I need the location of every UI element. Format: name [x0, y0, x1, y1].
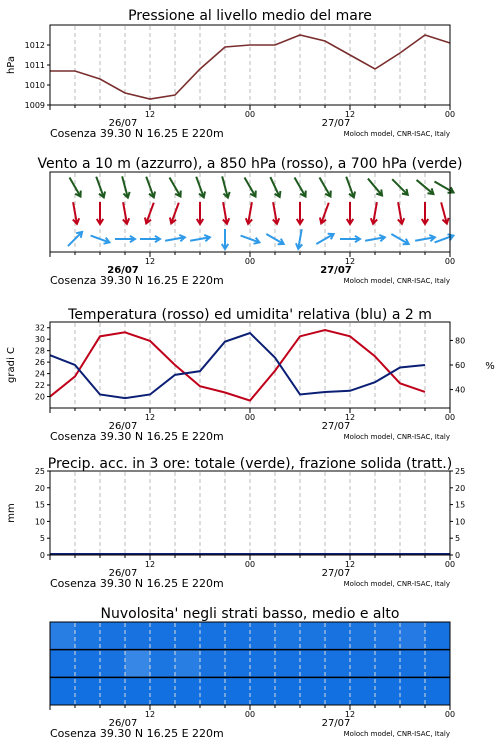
hour-label: 00 — [444, 710, 456, 719]
wind-arrow-10-m — [266, 234, 283, 244]
y-tick-label: 5 — [39, 534, 45, 544]
cloud-cell-medio — [400, 650, 426, 678]
hour-label: 12 — [144, 710, 156, 719]
cloud-cell-medio — [100, 650, 126, 678]
date-label: 26/07 — [108, 118, 138, 129]
location-label: Cosenza 39.30 N 16.25 E 220m — [50, 727, 224, 740]
chart-title: Pressione al livello medio del mare — [128, 8, 372, 24]
wind-arrow-850-hPa — [347, 202, 353, 224]
cloud-cell-basso — [325, 677, 351, 705]
cloud-cell-medio — [175, 650, 201, 678]
wind-arrow-10-m — [190, 235, 210, 241]
cloud-cell-basso — [300, 677, 326, 705]
y-axis-label: gradi C — [6, 347, 17, 383]
cloud-cell-alto — [275, 622, 301, 650]
wind-arrow-850-hPa — [246, 202, 252, 224]
wind-arrow-850-hPa — [320, 203, 329, 224]
model-credit: Moloch model, CNR-ISAC, Italy — [343, 580, 450, 588]
location-label: Cosenza 39.30 N 16.25 E 220m — [50, 577, 224, 590]
hour-label: 12 — [144, 560, 156, 569]
y-tick-label-right: 0 — [455, 551, 461, 560]
wind-arrow-850-hPa — [197, 202, 203, 224]
date-label: 27/07 — [321, 718, 351, 729]
wind-arrow-850-hPa — [422, 202, 428, 224]
cloud-cell-basso — [125, 677, 151, 705]
hour-label: 00 — [244, 110, 256, 119]
cloud-cell-alto — [125, 622, 151, 650]
hour-label: 00 — [444, 257, 456, 266]
temperature-line — [50, 330, 425, 401]
wind-arrow-10-m — [316, 234, 333, 244]
cloud-cell-alto — [375, 622, 401, 650]
wind-arrow-10-m — [365, 235, 385, 241]
wind-arrow-700-hPa — [434, 182, 453, 193]
cloud-cell-alto — [225, 622, 251, 650]
wind-arrow-850-hPa — [73, 202, 79, 224]
cloud-cell-alto — [75, 622, 101, 650]
wind-arrow-850-hPa — [223, 202, 229, 224]
location-label: Cosenza 39.30 N 16.25 E 220m — [50, 430, 224, 443]
hour-label: 00 — [444, 110, 456, 119]
wind-arrow-10-m — [222, 229, 228, 249]
cloud-cell-basso — [175, 677, 201, 705]
location-label: Cosenza 39.30 N 16.25 E 220m — [50, 274, 224, 287]
cloud-cell-medio — [325, 650, 351, 678]
wind-arrow-10-m — [391, 234, 408, 244]
cloud-cell-alto — [325, 622, 351, 650]
cloud-cell-basso — [375, 677, 401, 705]
model-credit: Moloch model, CNR-ISAC, Italy — [343, 433, 450, 441]
cloud-cell-medio — [225, 650, 251, 678]
hour-label: 12 — [344, 413, 356, 422]
date-label: 27/07 — [321, 568, 351, 579]
date-label: 27/07 — [320, 265, 352, 276]
wind-arrow-10-m — [435, 234, 454, 242]
wind-arrow-850-hPa — [97, 202, 103, 224]
cloud-cell-basso — [100, 677, 126, 705]
hour-label: 12 — [344, 710, 356, 719]
hour-label: 00 — [444, 413, 456, 422]
y-tick-label: 1012 — [24, 41, 45, 50]
wind-arrow-850-hPa — [398, 202, 404, 224]
date-label: 26/07 — [108, 421, 138, 432]
cloud-cell-basso — [75, 677, 101, 705]
cloud-cell-basso — [50, 677, 76, 705]
cloud-cell-medio — [275, 650, 301, 678]
wind-arrow-10-m — [296, 229, 302, 249]
hour-label: 00 — [244, 257, 256, 266]
y-tick-label-right: 80 — [455, 336, 466, 346]
cloud-cell-alto — [150, 622, 176, 650]
cloud-cell-alto — [250, 622, 276, 650]
y-tick-label: 1011 — [24, 61, 45, 70]
wind-arrow-700-hPa — [146, 177, 155, 198]
cloud-cell-medio — [350, 650, 376, 678]
cloud-cell-alto — [50, 622, 76, 650]
hour-label: 00 — [244, 413, 256, 422]
date-label: 26/07 — [108, 718, 138, 729]
hour-label: 00 — [444, 560, 456, 569]
model-credit: Moloch model, CNR-ISAC, Italy — [343, 130, 450, 138]
cloud-cell-medio — [250, 650, 276, 678]
y-tick-label-right: 25 — [455, 467, 466, 476]
cloud-cell-medio — [75, 650, 101, 678]
cloud-cell-medio — [125, 650, 151, 678]
date-label: 26/07 — [107, 265, 139, 276]
date-label: 27/07 — [321, 118, 351, 129]
y-tick-label: 1009 — [24, 101, 45, 110]
hour-label: 12 — [144, 257, 156, 266]
y-axis-label-right: % — [485, 361, 495, 372]
chart-title: Nuvolosita' negli strati basso, medio e alto — [100, 606, 400, 622]
y-axis-label: hPa — [6, 55, 17, 75]
wind-arrow-700-hPa — [196, 177, 205, 198]
chart-title: Precip. acc. in 3 ore: totale (verde), frazione solida (tratt.) — [47, 456, 453, 472]
y-tick-label: 28 — [34, 346, 45, 356]
y-tick-label: 10 — [34, 517, 45, 527]
y-tick-label: 0 — [39, 551, 45, 560]
cloud-cell-alto — [200, 622, 226, 650]
y-tick-label: 20 — [34, 483, 45, 493]
chart-title: Temperatura (rosso) ed umidita' relativa (blu) a 2 m — [68, 307, 432, 323]
cloud-cell-basso — [150, 677, 176, 705]
wind-arrow-10-m — [415, 235, 435, 241]
wind-arrow-850-hPa — [371, 202, 377, 224]
cloud-cell-alto — [400, 622, 426, 650]
y-tick-label: 22 — [34, 381, 45, 391]
cloud-cell-medio — [200, 650, 226, 678]
hour-label: 12 — [344, 110, 356, 119]
hour-label: 12 — [344, 257, 356, 266]
cloud-cell-medio — [300, 650, 326, 678]
wind-arrow-700-hPa — [346, 177, 355, 198]
wind-arrow-10-m — [165, 235, 185, 241]
cloud-cell-basso — [425, 677, 451, 705]
y-axis-label: mm — [6, 503, 17, 523]
hour-label: 00 — [244, 710, 256, 719]
date-label: 27/07 — [321, 421, 351, 432]
y-tick-label: 25 — [34, 467, 45, 476]
model-credit: Moloch model, CNR-ISAC, Italy — [343, 730, 450, 738]
cloud-cell-medio — [425, 650, 451, 678]
humidity-line — [50, 333, 425, 398]
y-tick-label: 20 — [34, 392, 45, 402]
model-credit: Moloch model, CNR-ISAC, Italy — [343, 277, 450, 285]
date-label: 26/07 — [108, 568, 138, 579]
hour-label: 00 — [244, 560, 256, 569]
y-tick-label: 24 — [34, 369, 45, 379]
cloud-cell-medio — [375, 650, 401, 678]
cloud-cell-basso — [200, 677, 226, 705]
cloud-cell-basso — [350, 677, 376, 705]
wind-arrow-700-hPa — [222, 176, 229, 197]
cloud-cell-alto — [300, 622, 326, 650]
wind-arrow-850-hPa — [145, 203, 154, 224]
hour-label: 12 — [144, 413, 156, 422]
y-tick-label-right: 5 — [455, 534, 461, 544]
cloud-cell-alto — [175, 622, 201, 650]
location-label: Cosenza 39.30 N 16.25 E 220m — [50, 127, 224, 140]
cloud-cell-basso — [250, 677, 276, 705]
hour-label: 12 — [344, 560, 356, 569]
cloud-cell-alto — [425, 622, 451, 650]
y-tick-label: 32 — [34, 323, 45, 333]
y-tick-label-right: 15 — [455, 500, 466, 510]
cloud-cell-basso — [275, 677, 301, 705]
wind-arrow-850-hPa — [170, 203, 179, 224]
y-tick-label-right: 60 — [455, 361, 466, 370]
cloud-cell-basso — [225, 677, 251, 705]
cloud-cell-basso — [400, 677, 426, 705]
hour-label: 12 — [144, 110, 156, 119]
wind-arrow-850-hPa — [273, 202, 279, 224]
y-tick-label: 26 — [34, 358, 45, 368]
cloud-cell-alto — [350, 622, 376, 650]
y-tick-label: 30 — [34, 335, 45, 345]
cloud-cell-medio — [50, 650, 76, 678]
y-tick-label: 15 — [34, 500, 45, 510]
y-tick-label: 1010 — [24, 81, 45, 90]
cloud-cell-medio — [150, 650, 176, 678]
chart-title: Vento a 10 m (azzurro), a 850 hPa (rosso), a 700 hPa (verde) — [37, 156, 463, 172]
wind-arrow-850-hPa — [123, 202, 129, 224]
wind-arrow-700-hPa — [122, 176, 129, 197]
cloud-cell-alto — [100, 622, 126, 650]
wind-arrow-shaft — [434, 182, 453, 193]
y-tick-label-right: 40 — [455, 385, 466, 395]
wind-arrow-700-hPa — [96, 177, 105, 198]
wind-arrow-850-hPa — [297, 202, 303, 224]
y-tick-label-right: 20 — [455, 483, 466, 493]
wind-arrow-850-hPa — [441, 202, 448, 223]
y-tick-label-right: 10 — [455, 517, 466, 527]
